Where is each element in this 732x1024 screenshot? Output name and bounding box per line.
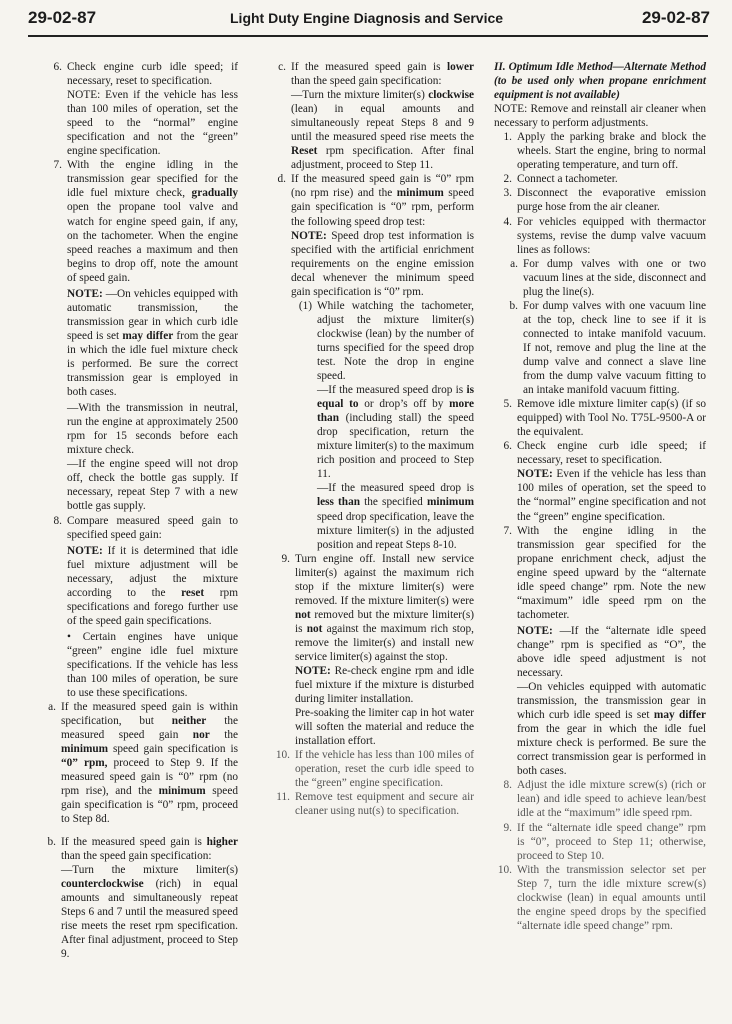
step-text: Adjust the idle mixture screw(s) (rich or lean) and idle speed to achieve lean/best idle at the “maximum” idle speed rpm.: [517, 779, 706, 820]
step-8: [494, 778, 706, 820]
step-4a: [502, 257, 706, 299]
step-text: With the transmission selector set per Step 7, turn the idle mixture screw(s) clockwise (lean) in equal amounts until the engine speed drops by the specified “alternate idle speed change” rpm.: [517, 863, 706, 932]
section-heading: II. Optimum Idle Method—Alternate Method (to be used only when propane enrichment equipment is not available): [494, 61, 706, 102]
step-letter: b.: [509, 299, 518, 312]
step-letter: a.: [510, 257, 518, 270]
step-number: 1.: [503, 131, 512, 144]
step-paragraph: —Turn the mixture limiter(s) clockwise (lean) in equal amounts and simultaneously repeat Steps 8 and 9 until the measured speed rise meets the Reset rpm specification. After final adjustment, proceed to Step 11.: [291, 89, 474, 172]
step-8c: [270, 60, 474, 172]
step-number: 7.: [53, 159, 62, 172]
page-title: Light Duty Engine Diagnosis and Service: [230, 10, 504, 26]
column-left: [40, 60, 238, 961]
step-text: Disconnect the evaporative emission purge hose from the air cleaner.: [517, 187, 706, 214]
step-paragraph: —On vehicles equipped with automatic transmission, the transmission gear in which curb idle speed is set may differ from the gear in which the idle fuel mixture check is performed. Be sure the correct transmission gear is performed in both cases.: [517, 681, 706, 778]
column-right: [494, 60, 706, 933]
step-number: 6.: [503, 440, 512, 453]
column-middle: [270, 60, 474, 819]
step-paragraph: Pre-soaking the limiter cap in hot water will soften the material and reduce the installation effort.: [295, 707, 474, 748]
page-header: [0, 0, 732, 40]
step-text: For vehicles equipped with thermactor systems, revise the dump valve vacuum lines as follows:: [517, 215, 706, 256]
step-text: For dump valves with one vacuum line at the top, check line to see if it is connected to intake manifold vacuum. If not, remove and plug the line at the dump valve and connect a slave line from the dump valve vacuum fitting to an intake manifold vacuum fitting.: [523, 299, 706, 397]
step-paragraph: —If the measured speed drop is is equal to or drop’s off by more than (including stall) the speed drop specification, return the mixture limiter(s) to the maximum rich position and proceed to Step 11.: [317, 384, 474, 481]
step-1: [494, 130, 706, 172]
step-4b: [502, 299, 706, 397]
step-note: NOTE: Even if the vehicle has less than 100 miles of operation, set the speed to the “normal” engine specification and not the “green” engine specification.: [517, 468, 706, 523]
step-8d: [270, 172, 474, 298]
step-number: 3.: [503, 187, 512, 200]
step-11: [270, 790, 474, 818]
step-8b: [40, 835, 238, 961]
step-3: [494, 186, 706, 214]
step-paragraph: —Turn the mixture limiter(s) counterclockwise (rich) in equal amounts and simultaneously repeat Steps 6 and 7 until the measured speed rise meets the reset rpm specification. After final adjustment, proceed to Step 9.: [61, 863, 238, 960]
section-note: NOTE: Remove and reinstall air cleaner when necessary to perform adjustments.: [494, 103, 706, 130]
step-number: 10.: [497, 863, 512, 876]
step-number: 11.: [276, 791, 290, 804]
step-number: 9.: [281, 552, 290, 565]
step-number: 7.: [503, 524, 512, 537]
step-8a: [40, 700, 238, 826]
step-number: 10.: [275, 749, 290, 762]
step-number: 9.: [503, 821, 512, 834]
step-paragraph: —If the measured speed drop is less than the specified minimum speed drop specification, leave the mixture limiter(s) in the adjusted position and repeat Steps 8-10.: [317, 482, 475, 551]
step-4: [494, 215, 706, 257]
step-7: [494, 524, 706, 779]
header-rule: [28, 35, 708, 37]
step-text: If the “alternate idle speed change” rpm is “0”, proceed to Step 11; otherwise, proceed to Step 10.: [517, 821, 706, 862]
bullet-paragraph: • Certain engines have unique “green” engine idle fuel mixture specifications. If the vehicle has less than 100 miles of operation, be sure to use these specifications.: [67, 630, 238, 700]
step-note: NOTE: Re-check engine rpm and idle fuel mixture if the mixture is disturbed during limiter installation.: [295, 665, 475, 706]
step-9: [494, 821, 706, 863]
step-text: If the measured speed gain is “0” rpm (no rpm rise) and the minimum speed gain specification is “0” rpm, perform the following speed drop test:: [291, 173, 475, 228]
step-10: [270, 748, 474, 790]
step-text: For dump valves with one or two vacuum lines at the side, disconnect and plug the line(s).: [523, 257, 706, 298]
step-text: If the measured speed gain is lower than the speed gain specification:: [291, 61, 474, 88]
step-7: [40, 158, 238, 513]
step-text: With the engine idling in the transmission gear specified for the idle fuel mixture check, gradually open the propane tool valve and watch for engine speed gain, if any, on the tachometer. When the engine speed reaches a maximum and then begins to drop off, note the amount of speed gain.: [67, 159, 238, 284]
step-text: If the measured speed gain is higher than the speed gain specification:: [61, 835, 238, 862]
step-8d-1: [270, 299, 474, 552]
step-text: Remove test equipment and secure air cleaner using nut(s) to specification.: [295, 791, 474, 818]
step-paragraph: —If the engine speed will not drop off, check the bottle gas supply. If necessary, repeat Step 7 with a new bottle gas supply.: [67, 458, 238, 513]
step-letter: d.: [277, 173, 286, 186]
step-text: Check engine curb idle speed; if necessary, reset to specification.: [67, 61, 238, 88]
step-text: Compare measured speed gain to specified speed gain:: [67, 514, 238, 541]
step-text: While watching the tachometer, adjust the mixture limiter(s) clockwise (lean) by the number of turns specified for the speed drop test. Note the drop in engine speed.: [317, 299, 474, 383]
step-9: [270, 552, 474, 749]
step-number: (1): [298, 299, 312, 312]
step-text: If the vehicle has less than 100 miles of operation, reset the curb idle speed to the “green” engine specification.: [295, 749, 474, 790]
step-letter: a.: [48, 701, 56, 714]
page-number-right: 29-02-87: [641, 8, 710, 27]
step-number: 2.: [503, 173, 512, 186]
step-paragraph: —With the transmission in neutral, run the engine at approximately 2500 rpm for 15 seconds before each mixture check.: [67, 402, 238, 457]
step-letter: b.: [47, 835, 56, 848]
step-text: Remove idle mixture limiter cap(s) (if so equipped) with Tool No. T75L-9500-A or the equivalent.: [517, 398, 706, 439]
step-number: 4.: [503, 215, 512, 228]
step-10: [494, 863, 706, 933]
step-5: [494, 397, 706, 439]
step-number: 6.: [53, 61, 62, 73]
step-text: Connect a tachometer.: [517, 173, 618, 186]
page-number-left: 29-02-87: [28, 8, 97, 27]
step-text: Apply the parking brake and block the wheels. Start the engine, bring to normal operating temperature, and turn off.: [517, 131, 706, 172]
step-2: [494, 172, 706, 186]
step-text: Check engine curb idle speed; if necessary, reset to specification.: [517, 440, 706, 467]
step-number: 5.: [503, 398, 512, 411]
step-6: [40, 60, 238, 158]
step-note: NOTE: Even if the vehicle has less than 100 miles of operation, set the speed to the “normal” engine specification and not the “green” engine specification.: [67, 89, 238, 158]
step-8: [40, 514, 238, 701]
step-note: NOTE: —If the “alternate idle speed change” rpm is specified as “O”, the above idle speed adjustment is not necessary.: [517, 624, 706, 680]
step-note: NOTE: Speed drop test information is specified with the artificial enrichment requirements on the engine emission decal whenever the minimum speed gain specification is “0” rpm.: [291, 229, 474, 298]
step-letter: c.: [278, 61, 286, 73]
step-note: NOTE: —On vehicles equipped with automatic transmission, the transmission gear in which curb idle speed is set may differ from the gear in which the idle fuel mixture check is performed. Be sure the correct transmission gear is employed in both cases.: [67, 287, 238, 399]
step-number: 8.: [503, 779, 512, 792]
step-6: [494, 439, 706, 523]
step-text: With the engine idling in the transmission gear specified for the propane enrichment check, adjust the engine speed upward by the “alternate idle speed change” rpm. Note the new “maximum” idle speed rpm on the tachometer.: [517, 524, 706, 621]
step-note: NOTE: If it is determined that idle fuel mixture adjustment will be necessary, adjust the mixture according to the reset rpm specifications and forego further use of the speed gain specifications.: [67, 544, 239, 627]
step-text: If the measured speed gain is within specification, but neither the measured speed gain nor the minimum speed gain specification is “0” rpm, proceed to Step 9. If the measured speed gain is “0” rpm (no rpm rise), and the minimum speed gain specification is “0” rpm, proceed to Step 8d.: [61, 701, 239, 826]
step-number: 8.: [53, 514, 62, 527]
step-text: Turn engine off. Install new service limiter(s) against the maximum rich stop if the mixture limiter(s) were removed. If the mixture limiter(s) were not removed but the mixture limiter(s) is not against the maximum rich stop, remove the limiter(s) and install new service limiter(s) against the stop.: [295, 552, 474, 663]
